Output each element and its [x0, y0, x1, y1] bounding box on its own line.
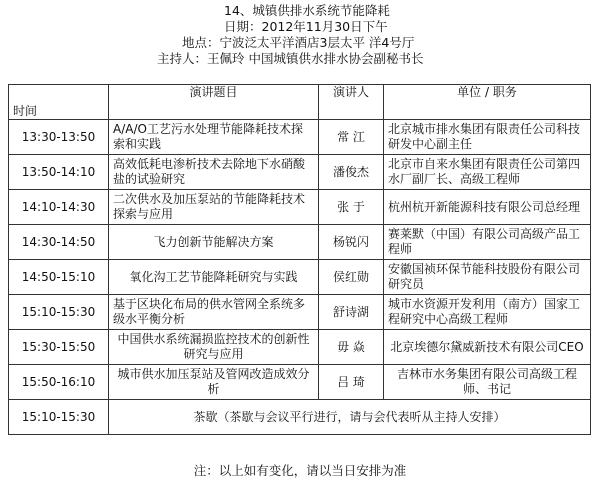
row-unit: 北京市自来水集团有限责任公司第四水厂副厂长、高级工程师: [384, 155, 591, 190]
header-unit: 单位 / 职务: [384, 85, 591, 120]
row-topic: 中国供水系统漏损监控技术的创新性研究与应用: [109, 330, 319, 365]
row-unit: 城市水资源开发利用（南方）国家工程研究中心高级工程师: [384, 295, 591, 330]
table-header-row: [9, 85, 591, 120]
row-time: 15:10-15:30: [9, 295, 109, 330]
row-time: 15:50-16:10: [9, 365, 109, 400]
break-text: 茶歇（茶歇与会议平行进行，请与会代表听从主持人安排）: [109, 400, 591, 435]
row-time: 14:50-15:10: [9, 260, 109, 295]
row-time: 15:30-15:50: [9, 330, 109, 365]
row-speaker: 毋 焱: [319, 330, 384, 365]
row-topic: 城市供水加压泵站及管网改造成效分析: [109, 365, 319, 400]
session-title: 14、城镇供排水系统节能降耗: [224, 3, 390, 18]
session-venue: 地点：宁波泛太平洋酒店3层太平 洋4号厅: [182, 35, 415, 50]
row-topic: 二次供水及加压泵站的节能降耗技术探索与应用: [109, 190, 319, 225]
row-speaker: 潘俊杰: [319, 155, 384, 190]
row-topic: 高效低耗电渗析技术去除地下水硝酸盐的试验研究: [109, 155, 319, 190]
row-speaker: 杨锐闪: [319, 225, 384, 260]
header-speaker: 演讲人: [319, 85, 384, 120]
row-speaker: 张 于: [319, 190, 384, 225]
schedule-table: [8, 84, 591, 435]
row-unit: 赛莱默（中国）有限公司高级产品工程师: [384, 225, 591, 260]
header-topic: 演讲题目: [109, 85, 319, 120]
row-topic: 飞力创新节能解决方案: [109, 225, 319, 260]
row-topic: A/A/O工艺污水处理节能降耗技术探索和实践: [109, 120, 319, 155]
table-row: [9, 295, 591, 330]
break-time: 15:10-15:30: [9, 400, 109, 435]
row-time: 13:30-13:50: [9, 120, 109, 155]
row-time: 14:10-14:30: [9, 190, 109, 225]
row-topic: 基于区块化布局的供水管网全系统多级水平衡分析: [109, 295, 319, 330]
footer-note: 注：以上如有变化，请以当日安排为准: [193, 463, 407, 478]
row-unit: 北京埃德尔黛威新技术有限公司CEO: [384, 330, 591, 365]
row-speaker: 侯红勋: [319, 260, 384, 295]
table-row: [9, 225, 591, 260]
row-speaker: 吕 琦: [319, 365, 384, 400]
table-row: [9, 155, 591, 190]
table-row: [9, 260, 591, 295]
session-host: 主持人：王佩玲 中国城镇供水排水协会副秘书长: [157, 51, 424, 66]
table-row: [9, 120, 591, 155]
break-row: [9, 400, 591, 435]
row-time: 13:50-14:10: [9, 155, 109, 190]
table-row: [9, 330, 591, 365]
row-unit: 杭州杭开新能源科技有限公司总经理: [384, 190, 591, 225]
session-date: 日期：2012年11月30日下午: [224, 19, 388, 34]
row-unit: 北京城市排水集团有限责任公司科技研发中心副主任: [384, 120, 591, 155]
row-unit: 安徽国祯环保节能科技股份有限公司研究员: [384, 260, 591, 295]
header-time: 时间: [9, 85, 109, 120]
row-unit: 吉林市水务集团有限公司高级工程师、书记: [384, 365, 591, 400]
table-row: [9, 190, 591, 225]
row-speaker: 常 江: [319, 120, 384, 155]
row-topic: 氧化沟工艺节能降耗研究与实践: [109, 260, 319, 295]
table-row: [9, 365, 591, 400]
row-speaker: 舒诗湖: [319, 295, 384, 330]
row-time: 14:30-14:50: [9, 225, 109, 260]
